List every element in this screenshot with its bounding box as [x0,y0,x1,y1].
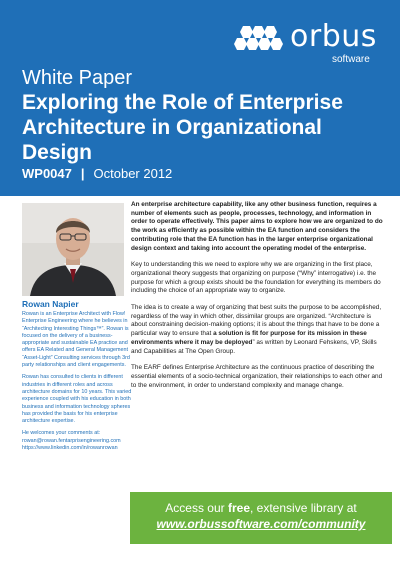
body-paragraph [131,304,386,356]
meta-separator: | [80,166,85,181]
orbus-logo[interactable] [234,20,384,70]
logo-wordmark: orbus [290,19,377,54]
document-code: WP0047 [22,166,72,181]
quote-attribution: ” as written by Leonard Fehskens, VP, Skills and Capabilities at The Open Group. [131,338,377,355]
contact-linkedin-link[interactable]: https://www.linkedin.com/in/rowanrowan [22,445,118,452]
logo-subtitle: software [332,54,370,65]
cta-suffix: , extensive library at [250,501,357,515]
community-link[interactable]: www.orbussoftware.com/community [156,517,366,531]
contact-email-link[interactable]: rowan@rowan.fentarprisengineering.com [22,437,121,444]
document-date: October 2012 [93,166,173,181]
cta-prefix: Access our [165,501,228,515]
document-meta [22,166,172,182]
document-type: White Paper [22,67,133,89]
document-title: Exploring the Role of Enterprise Architecture in Organizational Design [22,91,343,164]
body-paragraph: Key to understanding this we need to explore why we are organizing in the first place, organizational theory suggests that organizing on purpose (“Why” interrogative) i.e. the purpose for which a group exists should be the foundation for everything its members do including the choice of an appropriate way to organize. [131,261,381,295]
quote-emphasis: a solution is fit for purpose for its mission in these environments where it may be deployed [131,330,367,346]
main-body [131,201,386,398]
lead-paragraph: An enterprise architecture capability, like any other business function, requires a number of elements such as people, processes, technology, and information in order to operate effectively. This paper aims to explore how we are organized to do the work as efficiently as possible within the EA function and considers the contributing role that the EA function has in the larger enterprise organizational design context and taking into account the operating model of the enterprise. [131,201,383,252]
bio-paragraph: Rowan has consulted to clients in different industries in different roles and across architecture domains for 10 years. This varied experience coupled with his education in both business and information technology spheres has provided the basis for his enterprise architecture expertise. [22,374,132,425]
cta-free: free [227,501,250,515]
quote-text: The idea is to create a way of organizing that best suits the purpose to be accomplished, regardless of the way in which other, dissimilar groups are organized. “Architecture is about constraining decision-making options; it is about the things that have to be done a particular way to ensure that [131,304,382,338]
contact-intro: He welcomes your comments at: [22,430,101,437]
author-photo [22,203,124,296]
community-banner [130,492,392,544]
body-paragraph: The EARF defines Enterprise Architecture as the continuous practice of describing the essential elements of a socio-technical organization, their relationships to each other and to the environment, in order to understand complexity and manage change. [131,364,383,389]
bio-paragraph: Rowan is an Enterprise Architect with Flow! Enterprise Engineering where he believes in “Architecting Interesting Things™”. Rowan is focused on the delivery of a business-appropriate and sustainable EA practice and offers EA Related and General Management “Asset-Light” Consulting services through 3rd party relationships and client engagements. [22,311,130,369]
cta-text [130,501,392,516]
author-bio [22,311,132,452]
author-name: Rowan Napier [22,299,79,309]
header-banner [0,0,400,196]
hexagon-cluster-icon [234,24,290,58]
